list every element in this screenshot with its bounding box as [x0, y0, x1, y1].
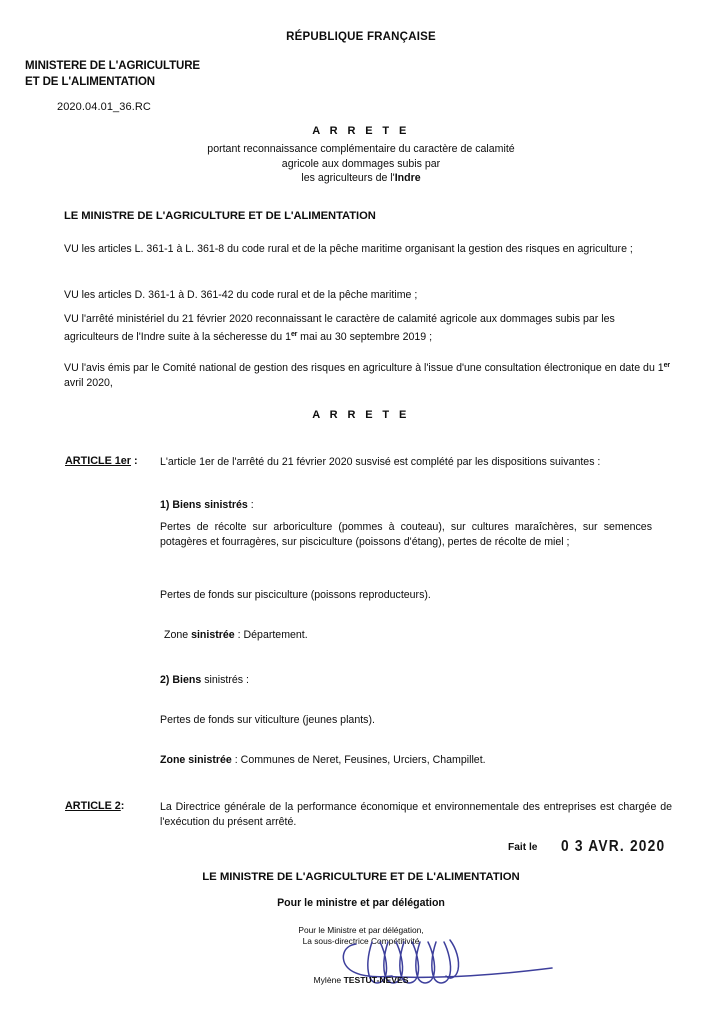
provision-1-number: 1): [160, 499, 170, 511]
delegation-part-2: le ministre et par: [304, 897, 392, 909]
decree-title: A R R E T E: [312, 125, 410, 137]
delegation-line: [0, 897, 722, 909]
provision-1-heading-colon: :: [250, 499, 254, 511]
article-2-label-text: ARTICLE 2: [65, 800, 121, 812]
provision-1-zone: [164, 628, 664, 643]
stamp-text-line-2: La sous-directrice Compétitivité: [302, 936, 420, 946]
arrete-heading: A R R E T E: [312, 409, 410, 421]
ordinal-suffix: er: [290, 331, 298, 339]
stamp-text-line-1: Pour le Ministre et par délégation,: [298, 925, 424, 935]
article-2-body: La Directrice générale de la performance économique et environnementale des entreprises est chargée de l'exécution du présent arrêté.: [160, 801, 672, 829]
vu-clause: [64, 358, 672, 391]
minister-heading: LE MINISTRE DE L'AGRICULTURE ET DE L'ALIMENTATION: [64, 210, 376, 222]
provision-2-heading-bold: Biens: [172, 674, 202, 686]
provision-1-secondary-text: Pertes de fonds sur pisciculture (poissons reproducteurs).: [160, 589, 431, 601]
ministry-line-2: ET DE L'ALIMENTATION: [25, 76, 155, 88]
decree-subtitle: [0, 142, 722, 186]
vu-clause-part-1: VU l'avis émis par le Comité national de gestion des risques en agriculture à l'issue d'une consultation électronique en date du 1: [64, 362, 664, 374]
provision-2-zone: [160, 753, 660, 768]
provision-1-heading-bold: Biens: [172, 499, 202, 511]
provision-2-heading-colon: :: [246, 674, 249, 686]
ministry-line-1: MINISTERE DE L'AGRICULTURE: [25, 60, 200, 72]
provision-2-heading-rest: sinistrés: [204, 674, 244, 686]
fait-le-label: Fait le: [508, 842, 538, 853]
vu-clause: VU les articles L. 361-1 à L. 361-8 du code rural et de la pêche maritime organisant la gestion des risques en agriculture ;: [64, 243, 633, 255]
vu-clause-part-2: avril 2020,: [64, 377, 113, 390]
article-1-separator: :: [134, 455, 138, 467]
subtitle-line-1: portant reconnaissance complémentaire du caractère de calamité: [207, 143, 515, 155]
provision-2-number: 2): [160, 674, 170, 686]
date-stamp: 0 3 AVR. 2020: [561, 838, 666, 855]
vu-clause: VU les articles D. 361-1 à D. 361-42 du code rural et de la pêche maritime ;: [64, 289, 418, 301]
delegation-part-3: délégation: [391, 897, 445, 909]
article-2-label: [65, 800, 124, 812]
signatory-first-name: Mylène: [313, 975, 344, 985]
vu-clause-part-2: mai au 30 septembre 2019 ;: [297, 331, 433, 344]
provision-1-zone-value: : Département.: [237, 629, 308, 641]
republic-heading: RÉPUBLIQUE FRANÇAISE: [286, 31, 436, 43]
subtitle-line-3: [0, 171, 722, 186]
subtitle-line-3-prefix: les agriculteurs de l': [301, 172, 395, 185]
delegation-part-1: Pour: [277, 897, 305, 909]
article-1-label: [65, 455, 138, 467]
signatory-name: [0, 975, 722, 985]
subtitle-line-2: agricole aux dommages subis par: [281, 157, 441, 170]
provision-1-zone-label-bold: sinistrée: [191, 629, 235, 641]
provision-1-heading: [160, 498, 660, 513]
provision-1-text: Pertes de récolte sur arboriculture (pommes à couteau), sur cultures maraîchères, sur semences potagères et fourragères, sur pisciculture (poissons d'étang), pertes de récolte de miel ;: [160, 521, 652, 549]
provision-2-zone-label: Zone sinistrée: [160, 754, 232, 766]
article-1-body: L'article 1er de l'arrêté du 21 février 2020 susvisé est complété par les dispositions suivantes :: [160, 456, 601, 468]
provision-2-zone-value: : Communes de Neret, Feusines, Urciers, Champillet.: [234, 754, 486, 766]
department-name: Indre: [394, 172, 421, 185]
ordinal-suffix: er: [663, 362, 670, 369]
provision-2-text: Pertes de fonds sur viticulture (jeunes plants).: [160, 714, 375, 726]
vu-clause: [64, 312, 672, 345]
signature-ministry-line: LE MINISTRE DE L'AGRICULTURE ET DE L'ALIMENTATION: [202, 871, 520, 883]
ministry-name: [25, 58, 200, 90]
reference-number: 2020.04.01_36.RC: [57, 101, 151, 113]
vu-clause-part-1: VU l'arrêté ministériel du 21 février 2020 reconnaissant le caractère de calamité agricole aux dommages subis par les agriculteurs de l'Indre suite à la sécheresse du 1: [64, 313, 615, 344]
article-2-separator: :: [120, 800, 125, 812]
article-1-label-text: ARTICLE 1er: [65, 455, 131, 467]
provision-2-heading: [160, 673, 660, 688]
provision-1-heading-rest: sinistrés: [204, 499, 248, 511]
provision-1-zone-label: Zone: [164, 629, 192, 641]
signatory-last-name: TESTUT-NEVES: [343, 975, 409, 985]
